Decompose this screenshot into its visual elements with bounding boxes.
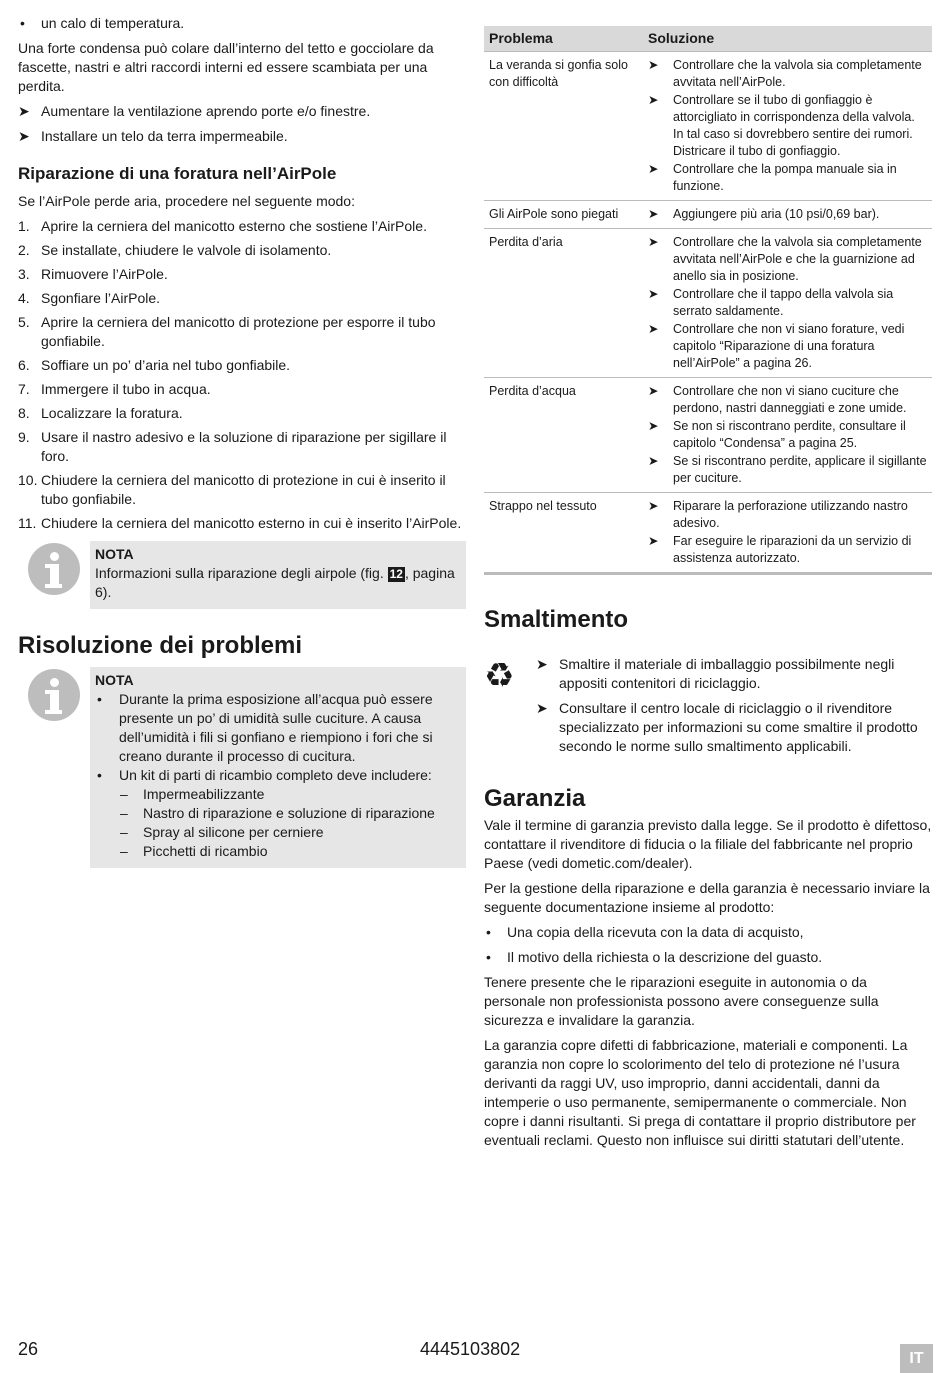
solution-item: ➤ Controllare che il tappo della valvola sia serrato saldamente. (648, 287, 894, 318)
repair-intro: Se l’AirPole perde aria, procedere nel seguente modo: (18, 193, 355, 209)
repair-step: 11. Chiudere la cerniera del manicotto esterno in cui è inserito l’AirPole. (18, 515, 462, 531)
solution-item: ➤ Controllare che non vi siano forature, vedi capitolo “Riparazione di una foratura nell’AirPole” a pagina 26. (648, 322, 905, 370)
solution-cell (643, 201, 932, 229)
solution-item: ➤ Riparare la perforazione utilizzando nastro adesivo. (648, 499, 908, 530)
solution-item: ➤ Se non si riscontrano perdite, consultare il capitolo “Condensa” a pagina 25. (648, 419, 906, 450)
table-row (484, 201, 932, 229)
troubleshooting-table (484, 26, 932, 575)
note-box (90, 667, 466, 868)
problem-cell: Strappo nel tessuto (484, 493, 643, 574)
solution-cell (643, 493, 932, 574)
figure-reference: 12 (389, 567, 403, 581)
intro-bullet: • un calo di temperatura. (20, 15, 185, 31)
repair-step: 1. Aprire la cerniera del manicotto esterno che sostiene l’AirPole. (18, 218, 427, 234)
right-column (484, 26, 932, 1156)
condensation-text: Una forte condensa può colare dall’interno del tetto e gocciolare da fascette, nastri e altri raccordi interni ed essere scambiata per una perdita. (18, 40, 434, 94)
document-code: 4445103802 (420, 1339, 521, 1359)
repair-step: 8. Localizzare la foratura. (18, 405, 183, 421)
solution-item: ➤ Controllare che la valvola sia completamente avvitata nell’AirPole. (648, 58, 922, 89)
kit-item: – Spray al silicone per cerniere (120, 824, 324, 840)
disposal-item: ➤ Consultare il centro locale di riciclaggio o il rivenditore specializzato per informazioni su come smaltire il prodotto secondo le norme sullo smaltimento applicabili. (536, 700, 918, 754)
language-badge: IT (900, 1344, 933, 1373)
page-number: 26 (18, 1339, 39, 1359)
note-bullet: • Durante la prima esposizione all’acqua può essere presente un po’ di umidità sulle cuciture. A causa dell’umidità i fili si gonfiano e riempiono i fori che si creano durante il processo di cucitura. (97, 691, 433, 764)
troubleshooting-heading: Risoluzione dei problemi (18, 632, 303, 659)
solution-cell (643, 378, 932, 493)
recycle-icon: ♻ (484, 657, 515, 695)
table-row (484, 378, 932, 493)
ventilation-action: ➤ Aumentare la ventilazione aprendo porte e/o finestre. (18, 103, 371, 119)
solution-cell (643, 229, 932, 378)
solution-item: ➤ Far eseguire le riparazioni da un servizio di assistenza autorizzato. (648, 534, 912, 565)
solution-cell (643, 52, 932, 201)
note-title: NOTA (95, 672, 134, 688)
repair-step: 9. Usare il nastro adesivo e la soluzione di riparazione per sigillare il foro. (18, 429, 447, 464)
disposal-list (536, 655, 932, 762)
table-header-row (484, 26, 932, 52)
repair-step: 7. Immergere il tubo in acqua. (18, 381, 211, 397)
warranty-heading: Garanzia (484, 785, 586, 812)
note-box (90, 541, 466, 609)
note-text: Informazioni sulla riparazione degli airpole (fig. 12 , pagina 6). (95, 565, 455, 600)
info-icon (18, 667, 90, 868)
repair-step: 3. Rimuovere l’AirPole. (18, 266, 168, 282)
info-icon (18, 541, 90, 609)
problem-cell: Perdita d’acqua (484, 378, 643, 493)
header-solution: Soluzione (643, 26, 932, 52)
warranty-bullet: • Una copia della ricevuta con la data di acquisto, (486, 924, 804, 940)
warranty-paragraph: La garanzia copre difetti di fabbricazione, materiali e componenti. La garanzia non copre lo scolorimento del telo di protezione né l’usura derivanti da raggi UV, uso improprio, danni accidentali, danni da intemperie o uso permanente, semipermanente o commerciale. Non copre i danni risultanti. Si prega di contattare il proprio distributore per eventuali reclami. Questo non influisce sui diritti statutari dell’utente. (484, 1037, 916, 1148)
problem-cell: La veranda si gonfia solo con difficoltà (484, 52, 643, 201)
disposal-heading: Smaltimento (484, 606, 629, 633)
warranty-bullet: • Il motivo della richiesta o la descrizione del guasto. (486, 949, 823, 965)
warranty-paragraph: Tenere presente che le riparazioni eseguite in autonomia o da personale non professionista possono avere conseguenze sulla sicurezza e invalidare la garanzia. (484, 974, 879, 1028)
solution-item: ➤ Controllare se il tubo di gonfiaggio è attorcigliato in corrispondenza della valvola. In tal caso si dovrebbero sentire dei rumori. Districare il tubo di gonfiaggio. (648, 93, 915, 158)
solution-item: ➤ Controllare che la pompa manuale sia in funzione. (648, 162, 897, 193)
repair-step: 4. Sgonfiare l’AirPole. (18, 290, 161, 306)
solution-item: ➤ Se si riscontrano perdite, applicare il sigillante per cuciture. (648, 454, 927, 485)
note-bullet: • Un kit di parti di ricambio completo deve includere: (97, 767, 432, 783)
table-row (484, 229, 932, 378)
warranty-paragraph: Vale il termine di garanzia previsto dalla legge. Se il prodotto è difettoso, contattare il rivenditore di fiducia o la filiale del fabbricante nel proprio Paese (vedi dometic.com/dealer). (484, 817, 932, 871)
kit-item: – Nastro di riparazione e soluzione di riparazione (120, 805, 435, 821)
note-title: NOTA (95, 546, 134, 562)
solution-item: ➤ Controllare che non vi siano cuciture che perdono, nastri danneggiati e zone umide. (648, 384, 907, 415)
repair-step: 6. Soffiare un po’ d’aria nel tubo gonfiabile. (18, 357, 291, 373)
problem-cell: Gli AirPole sono piegati (484, 201, 643, 229)
warranty-paragraph: Per la gestione della riparazione e della garanzia è necessario inviare la seguente documentazione insieme al prodotto: (484, 880, 930, 915)
repair-steps (18, 217, 466, 533)
note-troubleshooting (18, 667, 466, 868)
header-problem: Problema (484, 26, 643, 52)
table-row (484, 493, 932, 574)
repair-step: 2. Se installate, chiudere le valvole di isolamento. (18, 242, 332, 258)
disposal-section (484, 655, 932, 762)
problem-cell: Perdita d’aria (484, 229, 643, 378)
ventilation-action: ➤ Installare un telo da terra impermeabile. (18, 128, 288, 144)
table-row (484, 52, 932, 201)
kit-item: – Picchetti di ricambio (120, 843, 268, 859)
kit-item: – Impermeabilizzante (120, 786, 265, 802)
solution-item: ➤ Controllare che la valvola sia completamente avvitata nell’AirPole e che la guarnizione ad anello sia in posizione. (648, 235, 922, 283)
repair-step: 10. Chiudere la cerniera del manicotto di protezione in cui è inserito il tubo gonfiabile. (18, 472, 446, 507)
note-repair (18, 541, 466, 609)
left-column (18, 14, 466, 868)
repair-step: 5. Aprire la cerniera del manicotto di protezione per esporre il tubo gonfiabile. (18, 314, 436, 349)
solution-item: ➤ Aggiungere più aria (10 psi/0,69 bar). (648, 207, 880, 221)
repair-heading: Riparazione di una foratura nell’AirPole (18, 164, 337, 183)
disposal-item: ➤ Smaltire il materiale di imballaggio possibilmente negli appositi contenitori di riciclaggio. (536, 656, 895, 691)
